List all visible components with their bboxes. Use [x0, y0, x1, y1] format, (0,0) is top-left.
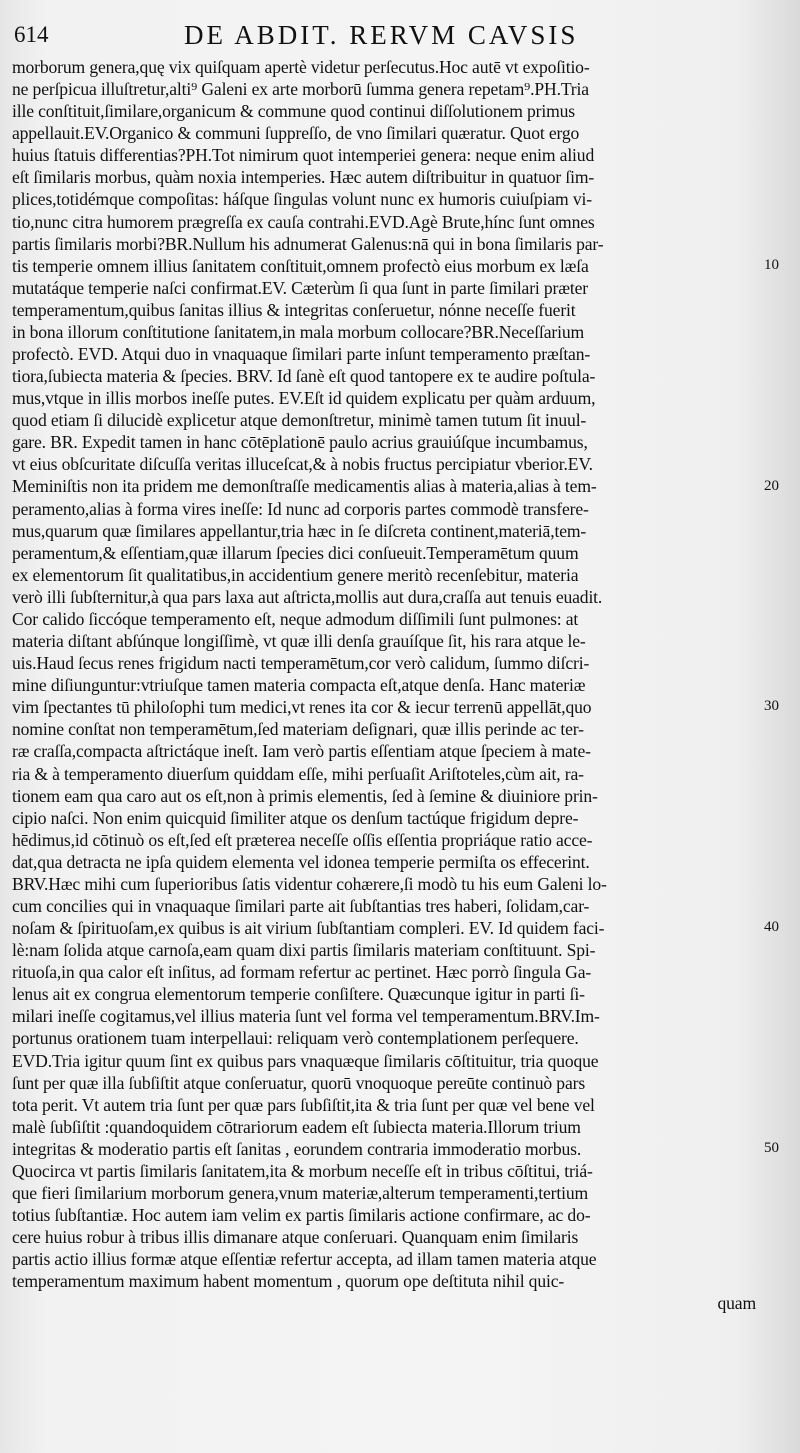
text-line: cipio naſci. Non enim quicquid ſimiliter atque os denſum tactúque frigidum depre- [12, 807, 579, 828]
text-line: ille conſtituit,ſimilare,organicum & commune quod continui diſſolutionem primus [12, 101, 575, 122]
text-line: tionem eam qua caro aut os eſt,non à primis elementis, ſed à ſemine & diuiniore prin- [12, 785, 598, 806]
margin-line-number: 20 [764, 477, 779, 494]
text-line: mine diſiunguntur:vtriuſque tamen materia compacta eſt,atque denſa. Hanc materiæ [12, 675, 586, 696]
text-line: lè:nam ſolida atque carnoſa,eam quam dixi partis ſimilaris materiam conſtituunt. Spi- [12, 940, 596, 961]
text-line: ræ craſſa,compacta aſtrictáque ineſt. Iam verò partis eſſentiam atque ſpeciem à mate- [12, 741, 591, 762]
text-line: vim ſpectantes tū philoſophi tum medici,vt renes ita cor & iecur terrenū appellāt,quo [12, 697, 592, 718]
text-line: eſt ſimilaris morbus, quàm noxia intemperies. Hæc autem diſtribuitur in quatuor ſim- [12, 167, 595, 188]
margin-line-number: 10 [764, 256, 779, 273]
text-line: ſunt per quæ illa ſubſiſtit atque conſeruatur, quorū vnoquoque pereūte continuò pars [12, 1072, 586, 1093]
text-line: mus,vtque in illis morbos ineſſe putes. EV.Eſt id quidem explicatu per quàm arduum, [12, 388, 596, 409]
text-line: cum concilies qui in vnaquaque ſimilari parte ait ſubſtantias tres haberi, ſolidam,car- [12, 895, 590, 916]
text-line: temperamentum maximum habent momentum , quorum ope deſtituta nihil quic- [12, 1271, 565, 1292]
text-line: tiora,ſubiecta materia & ſpecies. BRV. Id ſanè eſt quod tantopere ex te audire poſtula- [12, 366, 596, 387]
text-line: hēdimus,id cōtinuò os eſt,ſed eſt præterea neceſſe oſſis eſſentia propriáque ratio acce- [12, 829, 593, 850]
page-number: 614 [14, 22, 49, 47]
text-line: quod etiam ſi dilucidè explicetur atque demonſtretur, minimè tamen tutum ſit inuul- [12, 410, 587, 431]
margin-line-number: 40 [764, 919, 779, 936]
text-line: nomine conſtat non temperamētum,ſed materiam deſignari, quæ illis perinde ac ter- [12, 719, 584, 740]
text-line: Cor calido ſiccóque temperamento eſt, neque admodum diſſimili ſunt pulmones: at [12, 608, 579, 629]
text-line: plices,totidémque compoſitas: háſque ſingulas volunt nunc ex humoris cuiuſpiam vi- [12, 189, 592, 210]
text-line: rituoſa,in qua calor eſt inſitus, ad formam refertur ac pertinet. Hæc porrò ſingula Ga- [12, 962, 592, 983]
text-line: EVD.Tria igitur quum ſint ex quibus pars vnaquæque ſimilaris cōſtituitur, tria quoque [12, 1050, 599, 1071]
text-line: tota perit. Vt autem tria ſunt per quæ pars ſubſiſtit,ita & tria ſunt per quæ vel bene vel [12, 1094, 595, 1115]
body-text [12, 56, 760, 1314]
text-line: que fieri ſimilarium morborum genera,vnum materiæ,alterum temperamenti,tertium [12, 1182, 589, 1203]
text-line: huius ſtatuis differentias?PH.Tot nimirum quot intemperiei genera: neque enim aliud [12, 145, 595, 166]
text-line: dat,qua detracta ne ipſa quidem elementa vel idonea temperie permiſta os effecerint. [12, 851, 590, 872]
text-line: morborum genera,quę vix quiſquam apertè videtur perſecutus.Hoc autē vt expoſitio- [12, 57, 590, 77]
text-line: mus,quarum quæ ſimilares appellantur,tria hæc in ſe diſcreta continent,materiā,tem- [12, 520, 587, 541]
text-line: cere huius robur à tribus illis dimanare atque conſeruari. Quanquam enim ſimilaris [12, 1227, 579, 1248]
text-line: noſam & ſpirituoſam,ex quibus is ait virium ſubſtantiam compleri. EV. Id quidem faci- [12, 918, 605, 939]
text-line: Quocirca vt partis ſimilaris ſanitatem,ita & morbum neceſſe eſt in tribus cōſtitui, triá- [12, 1160, 593, 1181]
text-line: gare. BR. Expedit tamen in hanc cōtēplationē paulo acrius grauiúſque incumbamus, [12, 432, 588, 453]
text-line: portunus orationem tuam interpellaui: reliquam verò contemplationem perſequere. [12, 1028, 579, 1049]
text-line: uis.Haud ſecus renes frigidum nacti temperamētum,cor verò calidum, ſummo diſcri- [12, 653, 590, 674]
text-line: totius ſubſtantiæ. Hoc autem iam velim ex partis ſimilaris actione confirmare, ac do- [12, 1205, 591, 1226]
text-line: lenus ait ex congrua elementorum temperie conſiſtere. Quæcunque igitur in parti ſi- [12, 984, 585, 1005]
margin-line-number: 50 [764, 1139, 779, 1156]
text-line: profectò. EVD. Atqui duo in vnaquaque ſimilari parte inſunt temperamento præſtan- [12, 344, 591, 365]
text-line: peramento,alias à forma vires ineſſe: Id nunc ad corporis partes commodè transfere- [12, 498, 589, 519]
text-line: mutatáque temperie naſci confirmat.EV. Cæterùm ſi qua ſunt in parte ſimilari præter [12, 277, 588, 298]
text-line: partis ſimilaris morbi?BR.Nullum his adnumerat Galenus:nā qui in bona ſimilaris par- [12, 233, 604, 254]
text-line: tis temperie omnem illius ſanitatem conſtituit,omnem profectò eius morbum ex læſa [12, 255, 589, 276]
text-line: malè ſubſiſtit :quandoquidem cōtrariorum eadem eſt ſubiecta materia.Illorum trium [12, 1116, 581, 1137]
text-line: peramentum,& eſſentiam,quæ illarum ſpecies dici conſueuit.Temperamētum quum [12, 542, 579, 563]
text-line: ne perſpicua illuſtretur,alti⁹ Galeni ex arte morborū ſumma genera repetam⁹.PH.Tria [12, 79, 589, 100]
text-line: BRV.Hæc mihi cum ſuperioribus ſatis videntur cohærere,ſi modò tu his eum Galeni lo- [12, 873, 607, 894]
text-line: Meminiſtis non ita pridem me demonſtraſſe medicamentis alias à materia,alias à tem- [12, 476, 597, 497]
catchword: quam [717, 1293, 756, 1314]
text-line: vt eius obſcuritate diſcuſſa veritas illuceſcat,& à nobis fructus percipiatur vberior.EV. [12, 454, 593, 475]
text-line: in bona illorum conſtitutione ſanitatem,in mala morbum collocare?BR.Neceſſarium [12, 321, 585, 342]
page-header [14, 22, 784, 52]
text-line: appellauit.EV.Organico & communi ſuppreſſo, de vno ſimilari quæratur. Quot ergo [12, 123, 580, 144]
text-line: ex elementorum ſit qualitatibus,in accidentium genere meritò recenſebitur, materia [12, 564, 579, 585]
text-line: tio,nunc citra humorem prægreſſa ex cauſa contrahi.EVD.Agè Brute,hínc ſunt omnes [12, 211, 595, 232]
text-line: ria & à temperamento diuerſum quiddam eſſe, mihi perſuaſit Ariſtoteles,cùm ait, ra- [12, 763, 584, 784]
text-line: verò illi ſubſternitur,à qua pars laxa aut aſtricta,mollis aut dura,craſſa aut tenuis euadit. [12, 586, 603, 607]
text-line: materia diſtant abſúnque longiſſimè, vt quæ illi denſa grauíſque ſit, his rara atque le- [12, 631, 586, 652]
text-line: temperamentum,quibus ſanitas illius & integritas conſeruetur, nónne neceſſe fuerit [12, 299, 576, 320]
margin-line-number: 30 [764, 698, 779, 715]
text-line: integritas & moderatio partis eſt ſanitas , eorundem contraria immoderatio morbus. [12, 1138, 582, 1159]
text-line: milari ineſſe cogitamus,vel illius materia ſunt vel forma vel temperamentum.BRV.Im- [12, 1006, 600, 1027]
running-head: DE ABDIT. RERVM CAVSIS [184, 20, 579, 50]
text-line: partis actio illius formæ atque eſſentiæ refertur accepta, ad illam tamen materia atque [12, 1249, 597, 1270]
